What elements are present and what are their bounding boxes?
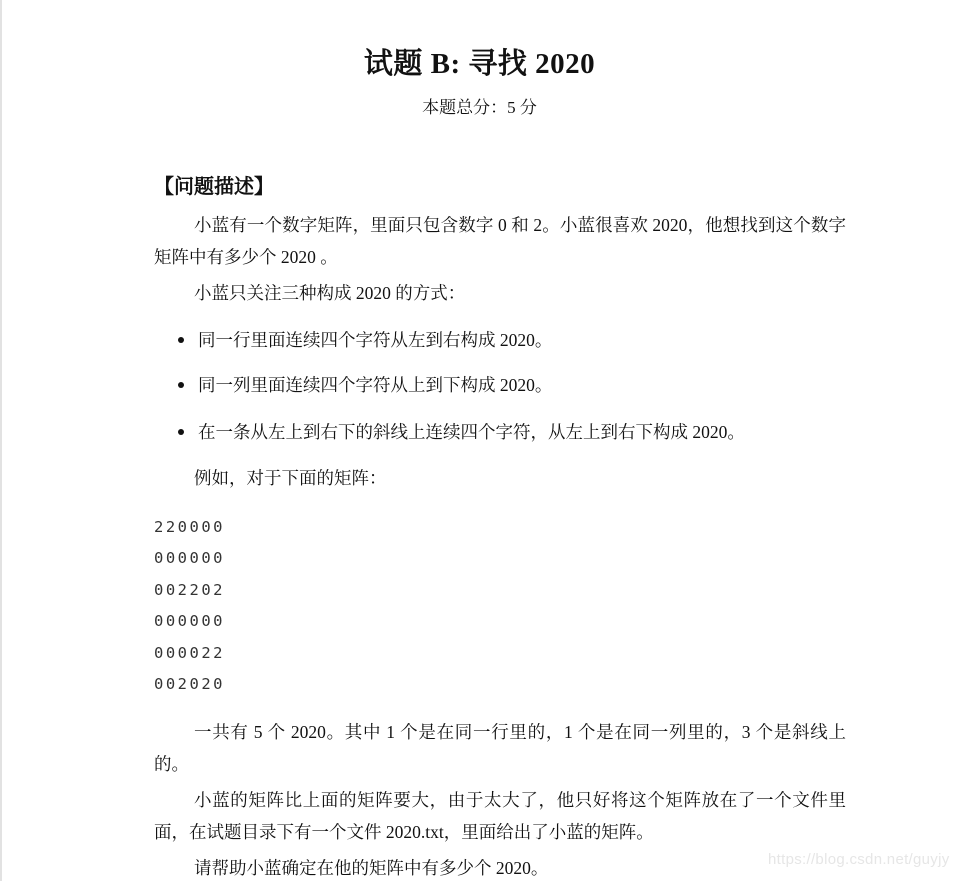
matrix-row: 002202 [154, 580, 225, 599]
bullet-dot-icon [178, 429, 184, 435]
example-matrix [154, 512, 225, 700]
bullet-dot-icon [178, 382, 184, 388]
paragraph-file-info: 小蓝的矩阵比上面的矩阵要大，由于太大了，他只好将这个矩阵放在了一个文件里面，在试题目录下有一个文件 2020.txt，里面给出了小蓝的矩阵。 [154, 790, 846, 842]
problem-title: 试题 B: 寻找 2020 [363, 48, 596, 80]
page-left-border [0, 0, 2, 881]
paragraph-methods-intro: 小蓝只关注三种构成 2020 的方式： [194, 283, 466, 303]
paragraph-example-intro: 例如，对于下面的矩阵： [194, 468, 387, 488]
matrix-row: 000000 [154, 612, 225, 631]
bullet-dot-icon [178, 337, 184, 343]
bullet-item-column: 同一列里面连续四个字符从上到下构成 2020。 [178, 371, 552, 399]
paragraph-example-result: 一共有 5 个 2020。其中 1 个是在同一行里的，1 个是在同一列里的，3 个是斜线上的。 [154, 722, 846, 774]
watermark: https://blog.csdn.net/guyjy [768, 851, 950, 868]
bullet-item-diagonal: 在一条从左上到右下的斜线上连续四个字符，从左上到右下构成 2020。 [178, 418, 745, 446]
matrix-row: 000000 [154, 549, 225, 568]
matrix-row: 000022 [154, 643, 225, 662]
section-heading-problem-description: 【问题描述】 [154, 174, 274, 198]
paragraph-intro: 小蓝有一个数字矩阵，里面只包含数字 0 和 2。小蓝很喜欢 2020，他想找到这个数字矩阵中有多少个 2020 。 [154, 215, 846, 267]
score-line: 本题总分：5 分 [422, 98, 537, 117]
bullet-item-row: 同一行里面连续四个字符从左到右构成 2020。 [178, 326, 552, 354]
paragraph-task: 请帮助小蓝确定在他的矩阵中有多少个 2020。 [194, 858, 549, 878]
matrix-row: 002020 [154, 674, 225, 693]
matrix-row: 220000 [154, 518, 225, 536]
